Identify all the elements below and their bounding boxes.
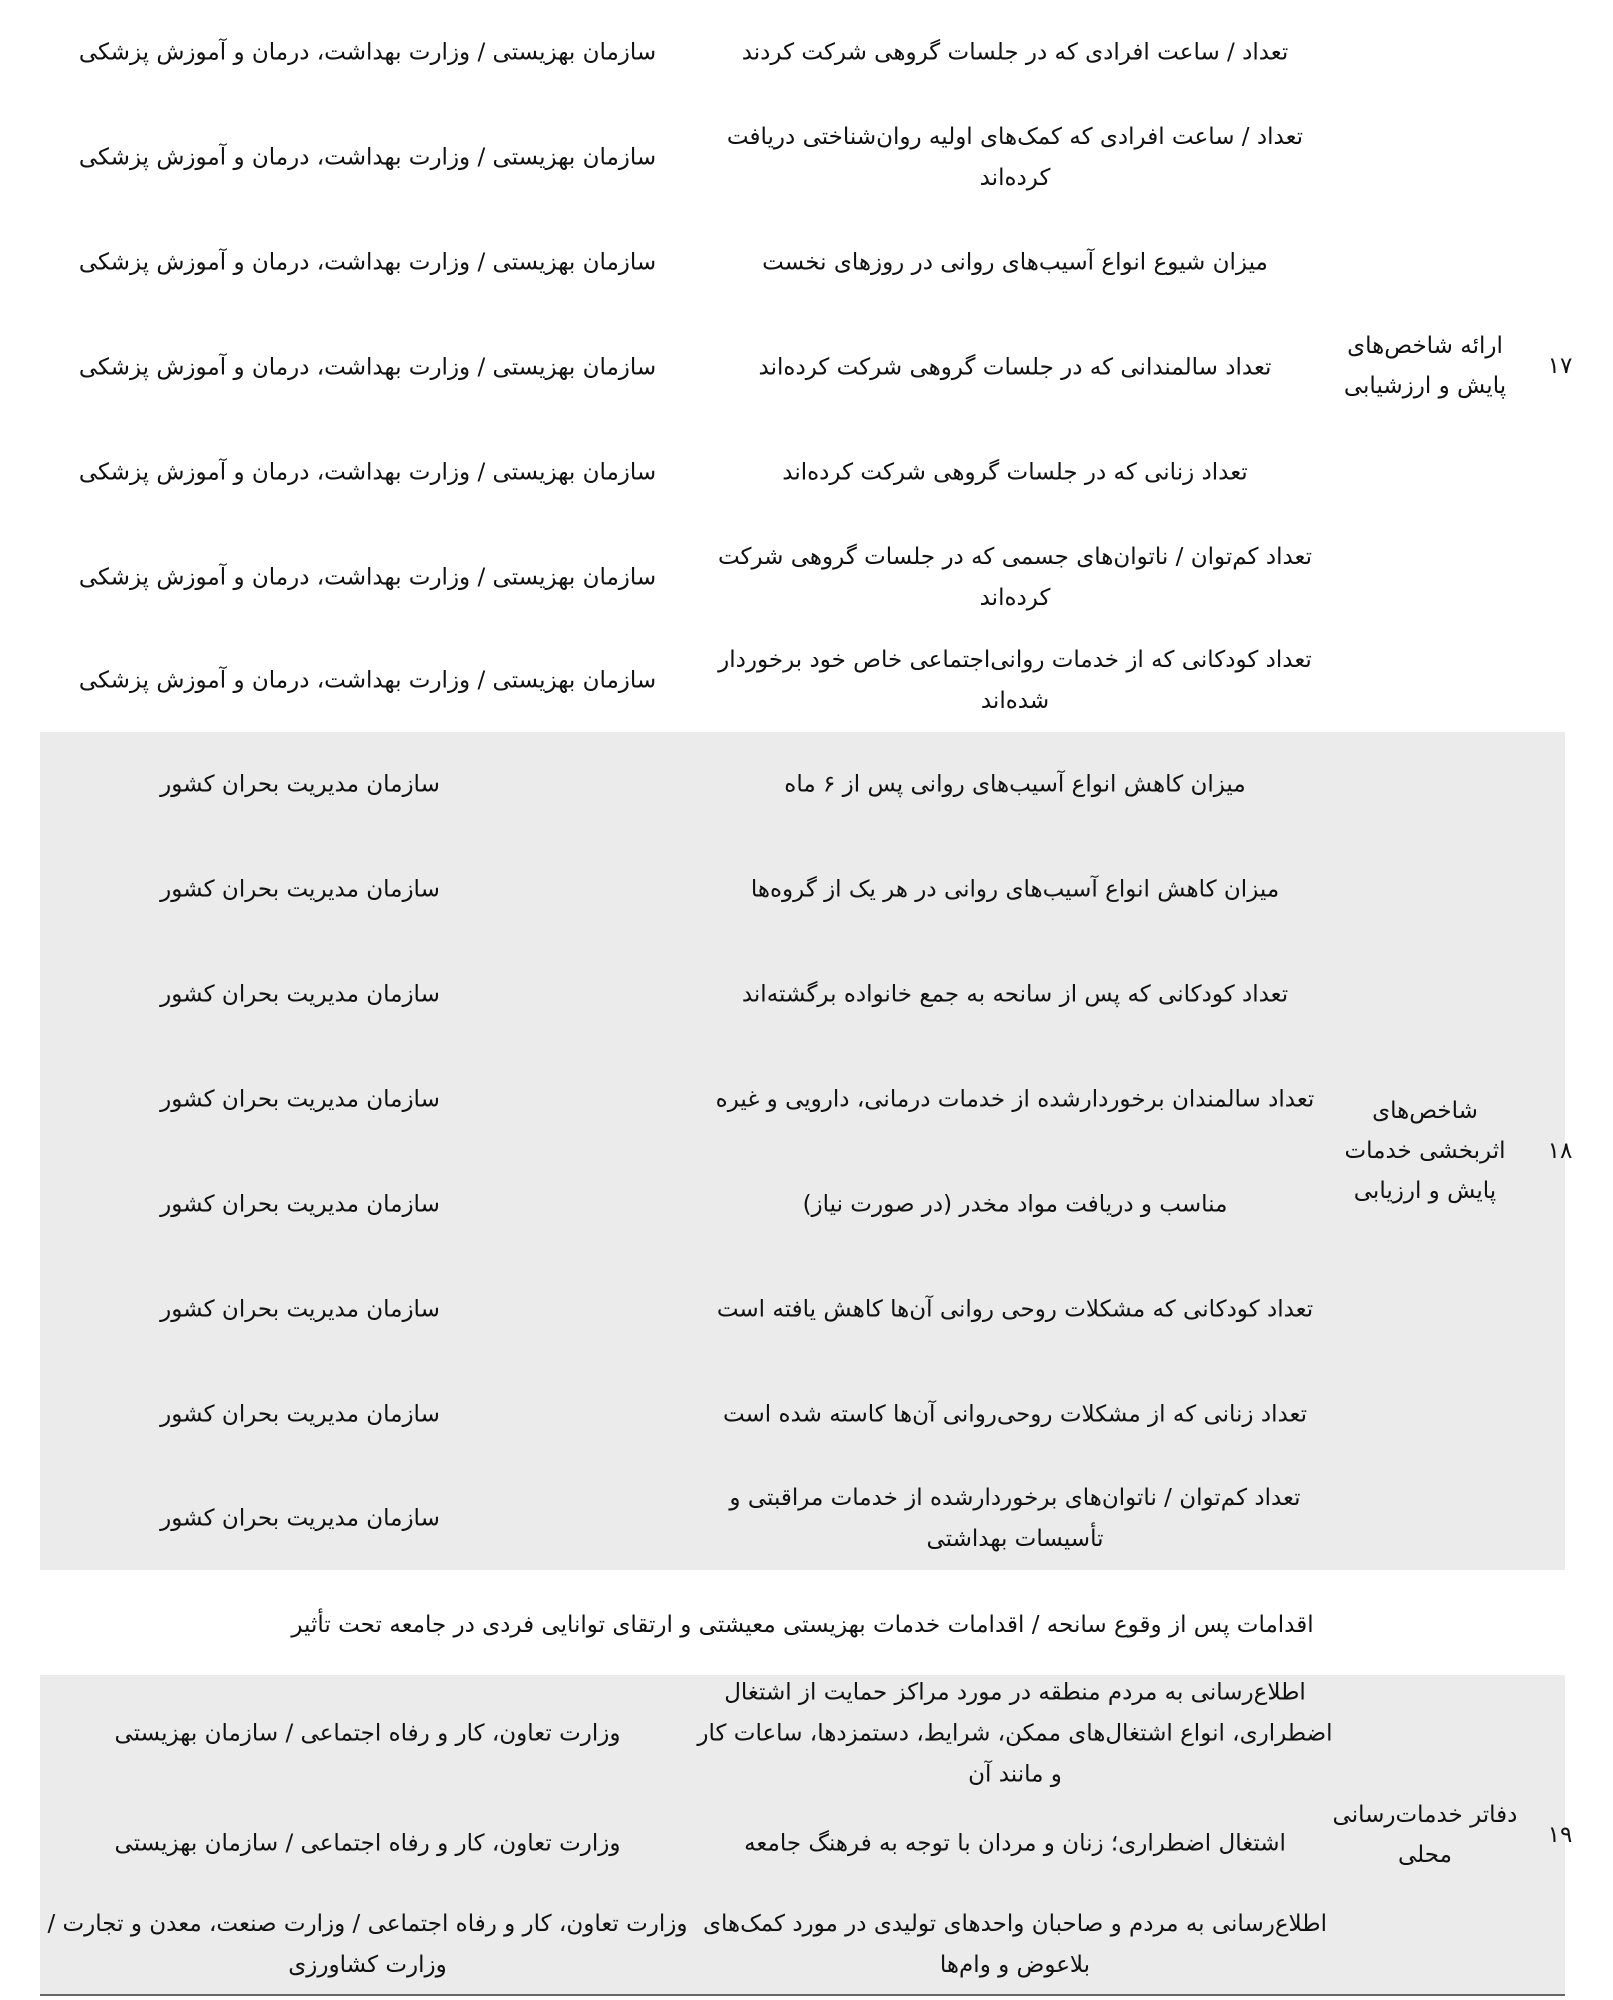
indicator-cell: میزان شیوع انواع آسیب‌های روانی در روزهای نخست — [762, 249, 1268, 275]
table-row — [40, 210, 1565, 315]
indicator-cell: تعداد زنانی که در جلسات گروهی شرکت کرده‌اند — [782, 459, 1248, 485]
row-number: ۱۷ — [1547, 353, 1573, 379]
indicator-cell: تعداد کودکانی که مشکلات روحی روانی آن‌ها کاهش یافته است — [716, 1296, 1314, 1322]
table-row — [40, 837, 1565, 942]
organization-cell: سازمان مدیریت بحران کشور — [160, 1191, 440, 1217]
organization-cell: سازمان مدیریت بحران کشور — [160, 1401, 440, 1427]
section-19 — [40, 1675, 1573, 1994]
table-row — [40, 1675, 1565, 1792]
organization-cell: سازمان مدیریت بحران کشور — [160, 1505, 440, 1531]
table-row — [40, 630, 1565, 732]
organization-cell: وزارت تعاون، کار و رفاه اجتماعی / سازمان بهزیستی — [114, 1830, 621, 1857]
organization-cell: سازمان بهزیستی / وزارت بهداشت، درمان و آموزش پزشکی — [78, 39, 657, 65]
indicator-cell: میزان کاهش انواع آسیب‌های روانی پس از ۶ ماه — [784, 771, 1246, 797]
indicator-cell: تعداد کم‌توان / ناتوان‌های برخوردارشده از خدمات مراقبتی و تأسیسات بهداشتی — [729, 1484, 1301, 1552]
indicator-cell: تعداد سالمندانی که در جلسات گروهی شرکت کرده‌اند — [758, 354, 1272, 380]
indicator-cell: تعداد زنانی که از مشکلات روحی‌روانی آن‌ها کاسته شده است — [722, 1401, 1308, 1427]
organization-cell: سازمان بهزیستی / وزارت بهداشت، درمان و آموزش پزشکی — [78, 144, 657, 170]
indicator-cell: تعداد / ساعت افرادی که در جلسات گروهی شرکت کردند — [741, 39, 1289, 65]
section-17 — [40, 0, 1573, 732]
table-row — [40, 732, 1565, 837]
table-row — [40, 0, 1565, 105]
indicator-cell: مناسب و دریافت مواد مخدر (در صورت نیاز) — [802, 1191, 1228, 1217]
section-18 — [40, 732, 1573, 1570]
indicator-cell: تعداد کودکانی که از خدمات روانی‌اجتماعی خاص خود برخوردار شده‌اند — [718, 647, 1312, 714]
indicator-cell: اشتغال اضطراری؛ زنان و مردان با توجه به فرهنگ جامعه — [744, 1830, 1286, 1857]
table-row — [40, 1257, 1565, 1362]
organization-cell: سازمان مدیریت بحران کشور — [160, 876, 440, 902]
table-row — [40, 105, 1565, 210]
organization-cell: سازمان مدیریت بحران کشور — [160, 981, 440, 1007]
table-row — [40, 1047, 1565, 1152]
table-row — [40, 1362, 1565, 1467]
indicator-cell: اطلاع‌رسانی به مردم منطقه در مورد مراکز حمایت از اشتغال اضطراری، انواع اشتغال‌های ممکن، شرایط، دستمزدها، ساعات کار و مانند آن — [697, 1679, 1333, 1787]
indicator-cell: تعداد / ساعت افرادی که کمک‌های اولیه روان‌شناختی دریافت کرده‌اند — [726, 123, 1304, 191]
row-number: ۱۸ — [1547, 1138, 1573, 1164]
table-row — [40, 525, 1565, 630]
table-row — [40, 1152, 1565, 1257]
table-row — [40, 1467, 1565, 1570]
indicator-cell: تعداد کم‌توان / ناتوان‌های جسمی که در جلسات گروهی شرکت کرده‌اند — [717, 543, 1313, 611]
organization-cell: سازمان مدیریت بحران کشور — [160, 771, 440, 797]
organization-cell: وزارت تعاون، کار و رفاه اجتماعی / سازمان بهزیستی — [114, 1720, 621, 1746]
organization-cell: سازمان بهزیستی / وزارت بهداشت، درمان و آموزش پزشکی — [78, 459, 657, 485]
organization-cell: سازمان بهزیستی / وزارت بهداشت، درمان و آموزش پزشکی — [78, 564, 657, 590]
table-bottom-rule — [40, 1994, 1565, 1996]
table-row — [40, 942, 1565, 1047]
indicator-group: شاخص‌های اثربخشی خدمات پایش و ارزیابی — [1344, 1098, 1506, 1204]
section-heading: اقدامات پس از وقوع سانحه / اقدامات خدمات بهزیستی معیشتی و ارتقای توانایی فردی در جامعه تحت تأثیر — [291, 1612, 1314, 1638]
organization-cell: سازمان مدیریت بحران کشور — [160, 1296, 440, 1322]
table-row — [40, 1896, 1565, 1994]
row-number: ۱۹ — [1547, 1821, 1573, 1848]
indicator-group: دفاتر خدمات‌رسانی محلی — [1332, 1801, 1518, 1868]
organization-cell: سازمان بهزیستی / وزارت بهداشت، درمان و آموزش پزشکی — [78, 667, 657, 694]
table-row — [40, 1792, 1565, 1896]
indicator-cell: میزان کاهش انواع آسیب‌های روانی در هر یک از گروه‌ها — [750, 876, 1280, 902]
indicator-cell: تعداد کودکانی که پس از سانحه به جمع خانواده برگشته‌اند — [741, 981, 1289, 1007]
table-row — [40, 315, 1565, 420]
organization-cell: وزارت تعاون، کار و رفاه اجتماعی / وزارت صنعت، معدن و تجارت / وزارت کشاورزی — [47, 1911, 688, 1978]
indicator-group: ارائه شاخص‌های پایش و ارزشیابی — [1343, 333, 1507, 399]
table-row — [40, 420, 1565, 525]
organization-cell: سازمان بهزیستی / وزارت بهداشت، درمان و آموزش پزشکی — [78, 249, 657, 275]
indicator-cell: اطلاع‌رسانی به مردم و صاحبان واحدهای تولیدی در مورد کمک‌های بلاعوض و وام‌ها — [703, 1911, 1327, 1978]
organization-cell: سازمان بهزیستی / وزارت بهداشت، درمان و آموزش پزشکی — [78, 354, 657, 380]
indicator-cell: تعداد سالمندان برخوردارشده از خدمات درمانی، دارویی و غیره — [715, 1086, 1315, 1112]
organization-cell: سازمان مدیریت بحران کشور — [160, 1086, 440, 1112]
